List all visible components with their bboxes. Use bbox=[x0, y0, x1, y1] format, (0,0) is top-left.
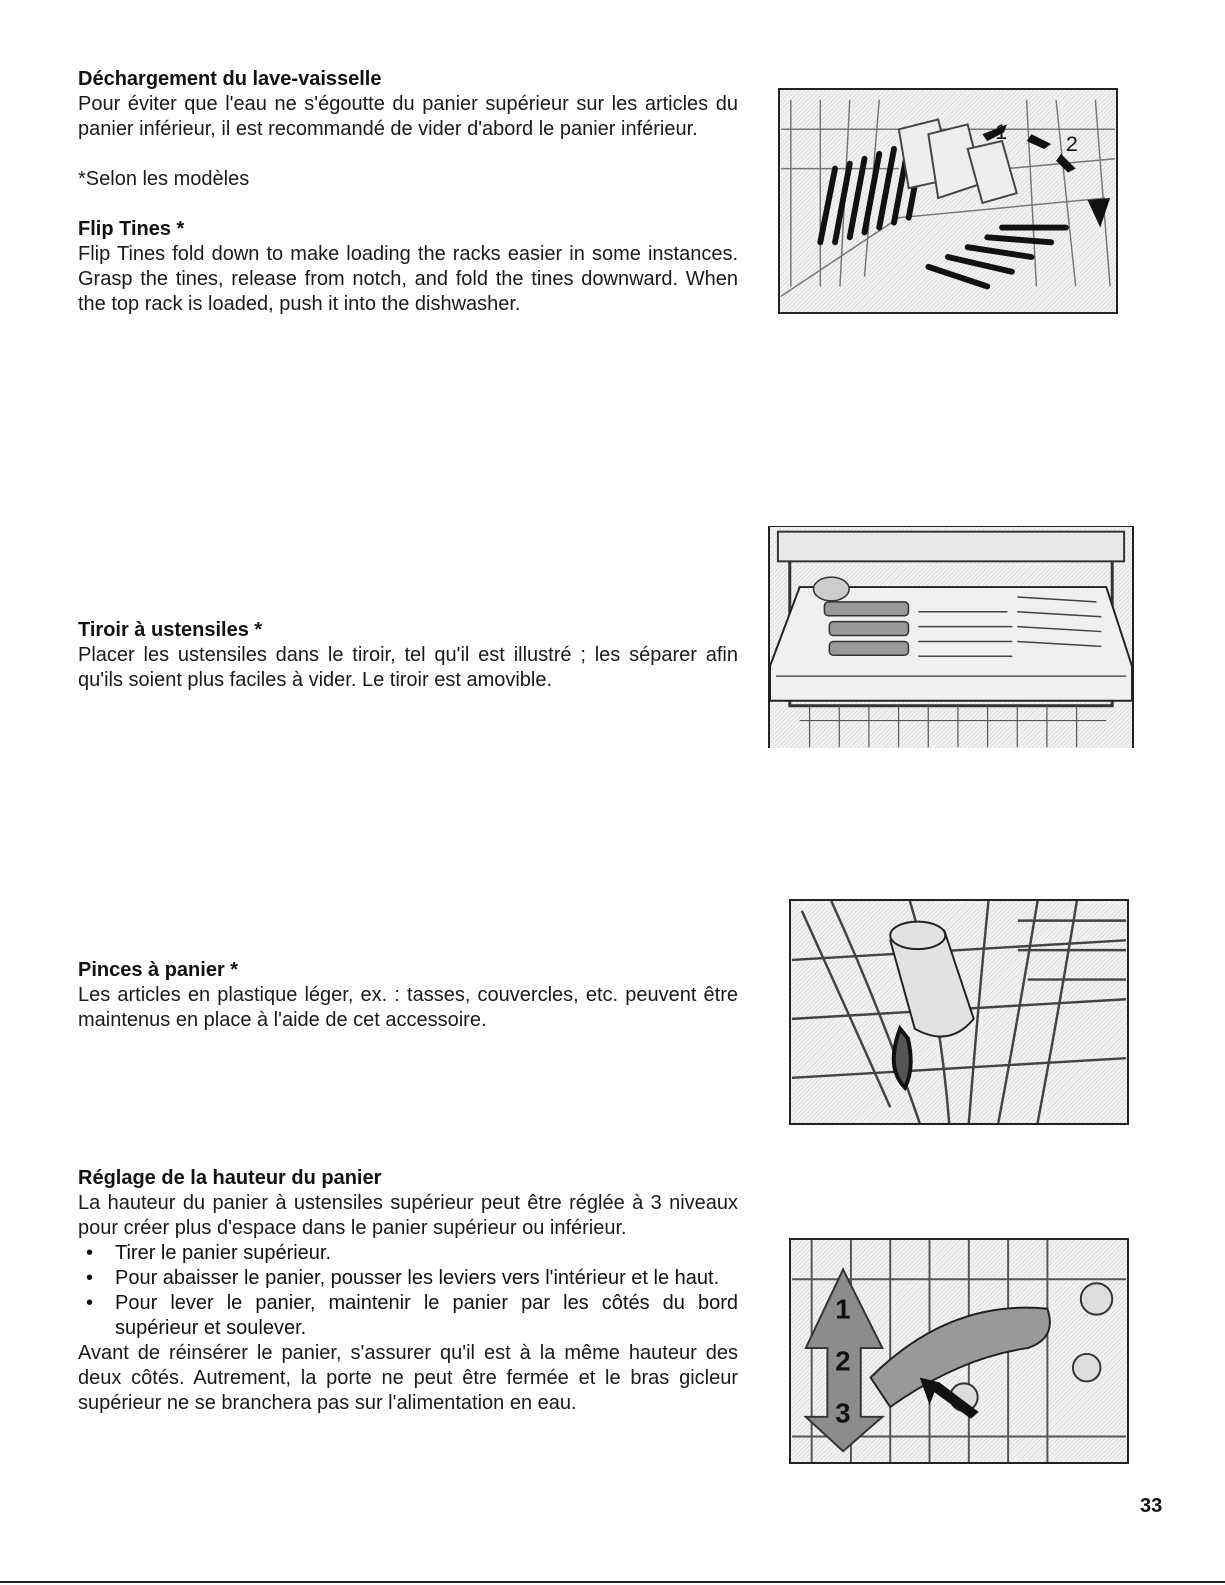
figure-label: 2 bbox=[1065, 130, 1078, 156]
figure-label: 1 bbox=[835, 1293, 851, 1325]
figure-label: 2 bbox=[835, 1345, 851, 1377]
heading-rack-clips: Pinces à panier * bbox=[78, 959, 239, 981]
heading-unloading: Déchargement du lave-vaisselle bbox=[78, 68, 382, 90]
flip-tines-illustration bbox=[778, 88, 1118, 314]
paragraph-unloading: Pour éviter que l'eau ne s'égoutte du panier supérieur sur les articles du panier inférieur, il est recommandé de vider d'abord le panier inférieur. bbox=[78, 93, 738, 140]
list-item: • Tirer le panier supérieur. bbox=[78, 1241, 738, 1266]
utensil-drawer-drawing bbox=[770, 527, 1132, 748]
list-item: • Pour abaisser le panier, pousser les leviers vers l'intérieur et le haut. bbox=[78, 1266, 738, 1291]
heading-rack-height: Réglage de la hauteur du panier bbox=[78, 1167, 382, 1189]
section-rack-height bbox=[78, 1165, 738, 1416]
rack-clip-drawing bbox=[791, 901, 1127, 1123]
section-utensil-drawer bbox=[78, 617, 738, 693]
figure-label: 3 bbox=[835, 1397, 851, 1429]
rack-height-illustration bbox=[789, 1238, 1129, 1464]
rack-height-drawing bbox=[791, 1240, 1127, 1462]
section-rack-clips bbox=[78, 957, 738, 1033]
heading-flip-tines: Flip Tines * bbox=[78, 218, 185, 240]
rack-clip-illustration bbox=[789, 899, 1129, 1125]
rack-height-steps bbox=[78, 1241, 738, 1341]
bottom-rule bbox=[0, 1581, 1225, 1583]
paragraph-rack-height: La hauteur du panier à ustensiles supérieur peut être réglée à 3 niveaux pour créer plus d'espace dans le panier supérieur ou inférieur. bbox=[78, 1192, 738, 1239]
paragraph-flip-tines: Flip Tines fold down to make loading the racks easier in some instances. Grasp the tines, release from notch, and fold the tines downward. When the top rack is loaded, push it into the dishwasher. bbox=[78, 243, 738, 315]
section-unloading bbox=[78, 66, 738, 317]
heading-utensil-drawer: Tiroir à ustensiles * bbox=[78, 619, 263, 641]
list-item: • Pour lever le panier, maintenir le panier par les côtés du bord supérieur et soulever. bbox=[78, 1291, 738, 1341]
paragraph-rack-clips: Les articles en plastique léger, ex. : tasses, couvercles, etc. peuvent être maintenus en place à l'aide de cet accessoire. bbox=[78, 984, 738, 1031]
page-number: 33 bbox=[1140, 1495, 1163, 1517]
paragraph-rack-height-closing: Avant de réinsérer le panier, s'assurer qu'il est à la même hauteur des deux côtés. Autrement, la porte ne peut être fermée et le bras gicleur supérieur ne se branchera pas sur l'alimentation en eau. bbox=[78, 1342, 738, 1414]
flip-tines-drawing bbox=[780, 90, 1116, 312]
utensil-drawer-illustration bbox=[768, 526, 1134, 748]
models-note: *Selon les modèles bbox=[78, 168, 250, 190]
figure-label: 1 bbox=[995, 119, 1008, 145]
paragraph-utensil-drawer: Placer les ustensiles dans le tiroir, tel qu'il est illustré ; les séparer afin qu'ils soient plus faciles à vider. Le tiroir est amovible. bbox=[78, 644, 738, 691]
